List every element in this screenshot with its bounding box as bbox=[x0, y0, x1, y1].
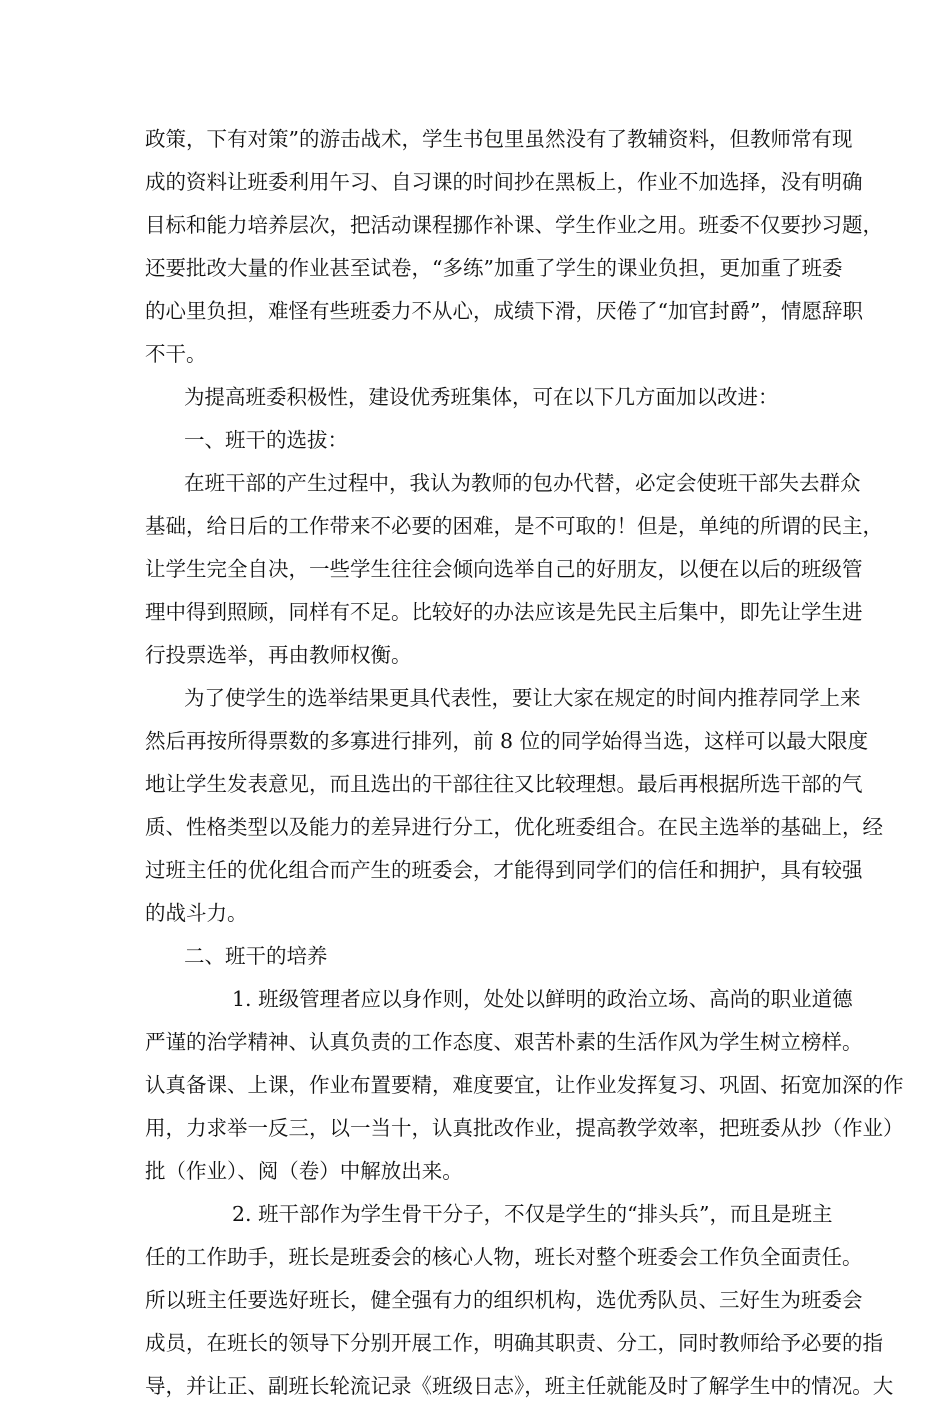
body-line: 成员，在班长的领导下分别开展工作，明确其职责、分工，同时教师给予必要的指 bbox=[145, 1331, 883, 1355]
body-line: 基础，给日后的工作带来不必要的困难，是不可取的！但是，单纯的所谓的民主， bbox=[145, 514, 883, 538]
body-line: 认真备课、上课，作业布置要精，难度要宜，让作业发挥复习、巩固、拓宽加深的作 bbox=[145, 1073, 904, 1097]
body-line: 导，并让正、副班长轮流记录《班级日志》，班主任就能及时了解学生中的情况。大 bbox=[145, 1374, 894, 1398]
body-line: 批（作业）、阅（卷）中解放出来。 bbox=[145, 1159, 463, 1183]
body-line: 地让学生发表意见，而且选出的干部往往又比较理想。最后再根据所选干部的气 bbox=[145, 772, 863, 796]
body-line: 不干。 bbox=[145, 342, 207, 366]
body-line: 2. 班干部作为学生骨干分子，不仅是学生的“排头兵”，而且是班主 bbox=[232, 1202, 833, 1226]
body-line: 政策，下有对策”的游击战术，学生书包里虽然没有了教辅资料，但教师常有现 bbox=[145, 127, 853, 151]
body-line: 还要批改大量的作业甚至试卷，“多练”加重了学生的课业负担，更加重了班委 bbox=[145, 256, 843, 280]
body-line: 行投票选举，再由教师权衡。 bbox=[145, 643, 412, 667]
body-line: 目标和能力培养层次，把活动课程挪作补课、学生作业之用。班委不仅要抄习题， bbox=[145, 213, 883, 237]
body-line: 成的资料让班委利用午习、自习课的时间抄在黑板上，作业不加选择，没有明确 bbox=[145, 170, 863, 194]
body-line: 1. 班级管理者应以身作则，处处以鲜明的政治立场、高尚的职业道德 bbox=[232, 987, 853, 1011]
body-line: 理中得到照顾，同样有不足。比较好的办法应该是先民主后集中，即先让学生进 bbox=[145, 600, 863, 624]
body-line: 为了使学生的选举结果更具代表性，要让大家在规定的时间内推荐同学上来 bbox=[184, 686, 861, 710]
body-line: 严谨的治学精神、认真负责的工作态度、艰苦朴素的生活作风为学生树立榜样。 bbox=[145, 1030, 863, 1054]
body-line: 的心里负担，难怪有些班委力不从心，成绩下滑，厌倦了“加官封爵”，情愿辞职 bbox=[145, 299, 863, 323]
body-line: 任的工作助手，班长是班委会的核心人物，班长对整个班委会工作负全面责任。 bbox=[145, 1245, 863, 1269]
section-heading: 二、班干的培养 bbox=[184, 944, 328, 968]
document-body bbox=[145, 118, 904, 1408]
body-line: 所以班主任要选好班长，健全强有力的组织机构，选优秀队员、三好生为班委会 bbox=[145, 1288, 863, 1312]
section-heading: 一、班干的选拔： bbox=[184, 428, 348, 452]
body-line: 让学生完全自决，一些学生往往会倾向选举自己的好朋友，以便在以后的班级管 bbox=[145, 557, 863, 581]
body-line: 为提高班委积极性，建设优秀班集体，可在以下几方面加以改进： bbox=[184, 385, 779, 409]
body-line: 过班主任的优化组合而产生的班委会，才能得到同学们的信任和拥护，具有较强 bbox=[145, 858, 863, 882]
body-line: 的战斗力。 bbox=[145, 901, 248, 925]
body-line: 用，力求举一反三，以一当十，认真批改作业，提高教学效率，把班委从抄（作业） bbox=[145, 1116, 904, 1140]
body-line: 质、性格类型以及能力的差异进行分工，优化班委组合。在民主选举的基础上，经 bbox=[145, 815, 883, 839]
body-line: 然后再按所得票数的多寡进行排列，前 8 位的同学始得当选，这样可以最大限度 bbox=[145, 729, 869, 753]
body-line: 在班干部的产生过程中，我认为教师的包办代替，必定会使班干部失去群众 bbox=[184, 471, 861, 495]
